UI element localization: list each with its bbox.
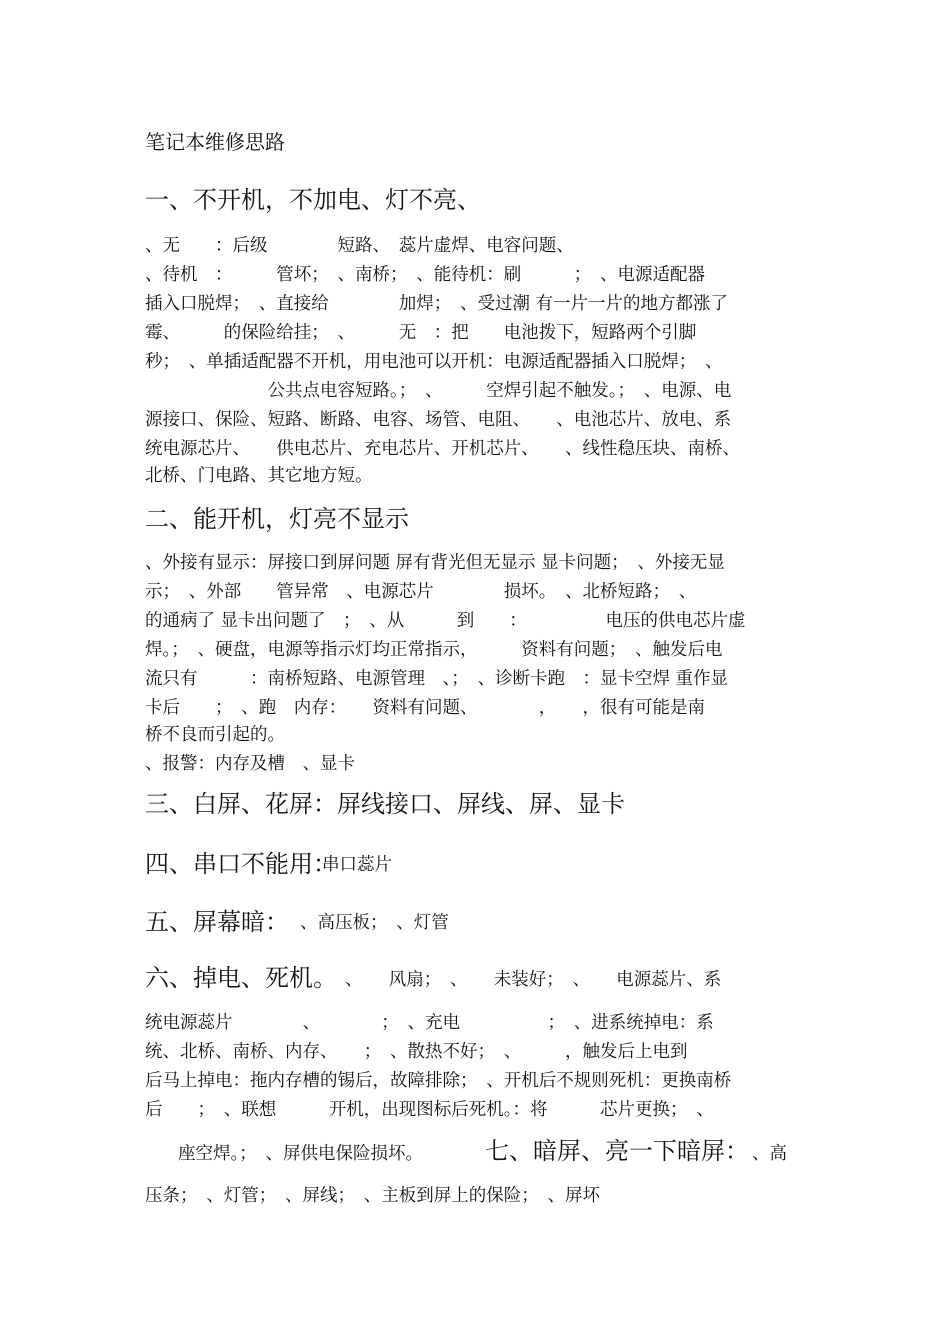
section-1-line: 秒； 、单插适配器不开机，用电池可以开机：电源适配器插入口脱焊； 、 xyxy=(145,352,723,372)
section-6-line: 统电源蕊片 、 ； 、充电 ； 、进系统掉电：系 xyxy=(145,1013,714,1033)
section-1-line: 统电源芯片、 供电芯片、充电芯片、开机芯片、 、线性稳压块、南桥、 xyxy=(145,439,740,459)
section-2-line: 的通病了 显卡出问题了 ； 、从 到 ： 电压的供电芯片虚 xyxy=(145,611,746,631)
section-2-line: 流只有 ：南桥短路、电源管理 、； 、诊断卡跑 ：显卡空焊 重作显 xyxy=(145,669,729,689)
section-6-line: 统、北桥、南桥、内存、 ； 、散热不好； 、 ，触发后上电到 xyxy=(145,1042,688,1062)
section-2-line: 桥不良而引起的。 xyxy=(145,725,285,745)
section-1-line: 霉、 的保险给挂； 、 无 ：把 电池拨下，短路两个引脚 xyxy=(145,323,697,343)
section-6-line: 后 ； 、联想 开机，出现图标后死机。：将 芯片更换； 、 xyxy=(145,1100,714,1120)
section-6-text: 、 风扇； 、 未装好； 、 电源蕊片、系 xyxy=(345,970,722,990)
document-title: 笔记本维修思路 xyxy=(145,130,285,154)
section-6-tail: 座空焊。； 、屏供电保险损坏。 xyxy=(178,1144,423,1164)
section-1-line: 北桥、门电路、其它地方短。 xyxy=(145,466,373,486)
section-1-line: 、待机 ： 管坏； 、南桥； 、能待机：刷 ； 、电源适配器 xyxy=(145,265,705,285)
section-1-heading: 一、不开机，不加电、灯不亮、 xyxy=(145,186,481,214)
section-7-heading: 七、暗屏、亮一下暗屏： xyxy=(485,1137,749,1165)
section-1-line: 源接口、保险、短路、断路、电容、场管、电阻、 、电池芯片、放电、系 xyxy=(145,410,732,430)
section-4-heading: 四、串口不能用： xyxy=(145,850,337,878)
section-5-heading: 五、屏幕暗： xyxy=(145,908,289,936)
section-1-line: 公共点电容短路。； 、 空焊引起不触发。； 、电源、电 xyxy=(145,381,732,401)
section-7-text: 、高 xyxy=(752,1144,787,1164)
section-2-heading: 二、能开机，灯亮不显示 xyxy=(145,505,409,533)
section-4-text: 串口蕊片 xyxy=(322,855,392,875)
section-3-heading: 三、白屏、花屏：屏线接口、屏线、屏、显卡 xyxy=(145,790,625,818)
section-1-line: 插入口脱焊； 、直接给 加焊； 、受过潮 有一片一片的地方都涨了 xyxy=(145,294,729,314)
section-2-line: 示； 、外部 管异常 、电源芯片 损坏。 、北桥短路； 、 xyxy=(145,582,697,602)
section-2-line: 卡后 ； 、跑 内存： 资料有问题、 ， ，很有可能是南 xyxy=(145,698,705,718)
section-2-line: 焊。； 、硬盘，电源等指示灯均正常指示， 资料有问题； 、触发后电 xyxy=(145,640,723,660)
section-7-line: 压条； 、灯管； 、屏线； 、主板到屏上的保险； 、屏坏 xyxy=(145,1186,600,1206)
section-6-heading: 六、掉电、死机。 xyxy=(145,964,337,992)
section-2-line: 、外接有显示：屏接口到屏问题 屏有背光但无显示 显卡问题； 、外接无显 xyxy=(145,553,725,573)
section-1-line: 、无 ：后级 短路、 蕊片虚焊、电容问题、 xyxy=(145,236,574,256)
section-2-line: 、报警：内存及槽 、显卡 xyxy=(145,754,355,774)
section-6-line: 后马上掉电：拖内存槽的锡后，故障排除； 、开机后不规则死机：更换南桥 xyxy=(145,1071,732,1091)
section-5-text: 、高压板； 、灯管 xyxy=(300,913,449,933)
